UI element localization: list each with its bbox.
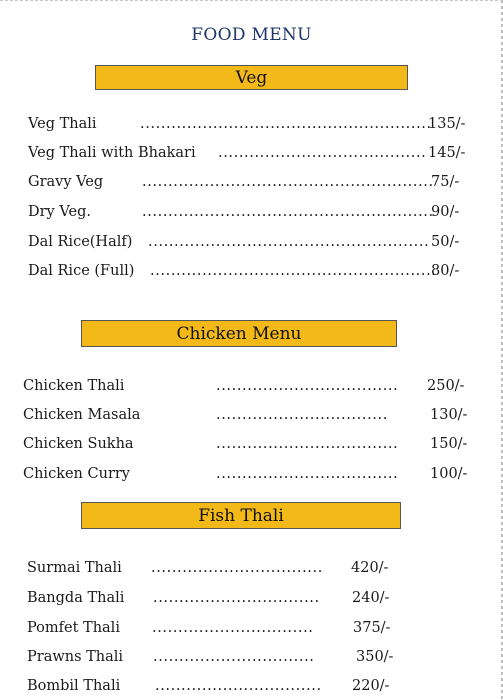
item-price: 90/- (431, 204, 460, 220)
item-name: Dal Rice (Full) (28, 263, 135, 279)
item-price: 420/- (351, 560, 389, 576)
item-price: 145/- (428, 145, 466, 161)
item-price: 100/- (430, 466, 468, 482)
dot-leader: ................................. (151, 560, 323, 576)
menu-item (28, 234, 468, 254)
item-name: Veg Thali (28, 116, 97, 132)
menu-item (28, 116, 468, 136)
item-price: 375/- (353, 620, 391, 636)
item-name: Bombil Thali (27, 678, 121, 694)
menu-item (28, 263, 468, 283)
section-header-fish-thali: Fish Thali (81, 502, 401, 529)
menu-item (28, 174, 468, 194)
menu-item (27, 560, 397, 580)
item-name: Veg Thali with Bhakari (28, 145, 196, 161)
item-name: Bangda Thali (27, 590, 125, 606)
print-fade-mark (232, 349, 340, 358)
item-name: Gravy Veg (28, 174, 104, 190)
dot-leader: ........................................ (218, 145, 427, 161)
item-name: Chicken Curry (23, 466, 130, 482)
menu-item (27, 590, 397, 610)
item-price: 250/- (427, 378, 465, 394)
item-name: Pomfet Thali (27, 620, 120, 636)
dot-leader: ................................ (153, 590, 320, 606)
item-name: Dal Rice(Half) (28, 234, 133, 250)
menu-item (27, 678, 397, 698)
dot-leader: ................................ (155, 678, 322, 694)
page-top-edge (0, 0, 503, 8)
menu-item (28, 145, 468, 165)
dot-leader: ................................... (216, 436, 399, 452)
item-price: 220/- (352, 678, 390, 694)
dot-leader: ........................................................ (142, 174, 434, 190)
item-price: 130/- (430, 407, 468, 423)
dot-leader: ................................... (216, 378, 399, 394)
menu-item (23, 436, 468, 456)
dot-leader: ............................... (152, 620, 314, 636)
menu-item (27, 649, 397, 669)
item-price: 350/- (356, 649, 394, 665)
section-header-chicken-menu: Chicken Menu (81, 320, 397, 347)
menu-item (23, 466, 468, 486)
menu-item (28, 204, 468, 224)
item-price: 150/- (430, 436, 468, 452)
menu-item (23, 378, 468, 398)
item-name: Prawns Thali (27, 649, 124, 665)
item-price: 135/- (428, 116, 466, 132)
dot-leader: ........................................................ (142, 204, 434, 220)
dot-leader: ................................... (216, 466, 399, 482)
item-price: 50/- (431, 234, 460, 250)
item-price: 75/- (431, 174, 460, 190)
item-name: Chicken Sukha (23, 436, 134, 452)
section-header-veg: Veg (95, 65, 408, 90)
dot-leader: ........................................................ (140, 116, 432, 132)
item-price: 80/- (431, 263, 460, 279)
menu-item (23, 407, 468, 427)
menu-title: FOOD MENU (191, 25, 312, 45)
item-name: Dry Veg. (28, 204, 91, 220)
item-price: 240/- (352, 590, 390, 606)
item-name: Chicken Thali (23, 378, 125, 394)
menu-item (27, 620, 397, 640)
dot-leader: ...................................................... (148, 234, 430, 250)
dot-leader: ................................. (216, 407, 388, 423)
item-name: Surmai Thali (27, 560, 122, 576)
dot-leader: ....................................................... (150, 263, 437, 279)
item-name: Chicken Masala (23, 407, 141, 423)
dot-leader: ............................... (153, 649, 315, 665)
